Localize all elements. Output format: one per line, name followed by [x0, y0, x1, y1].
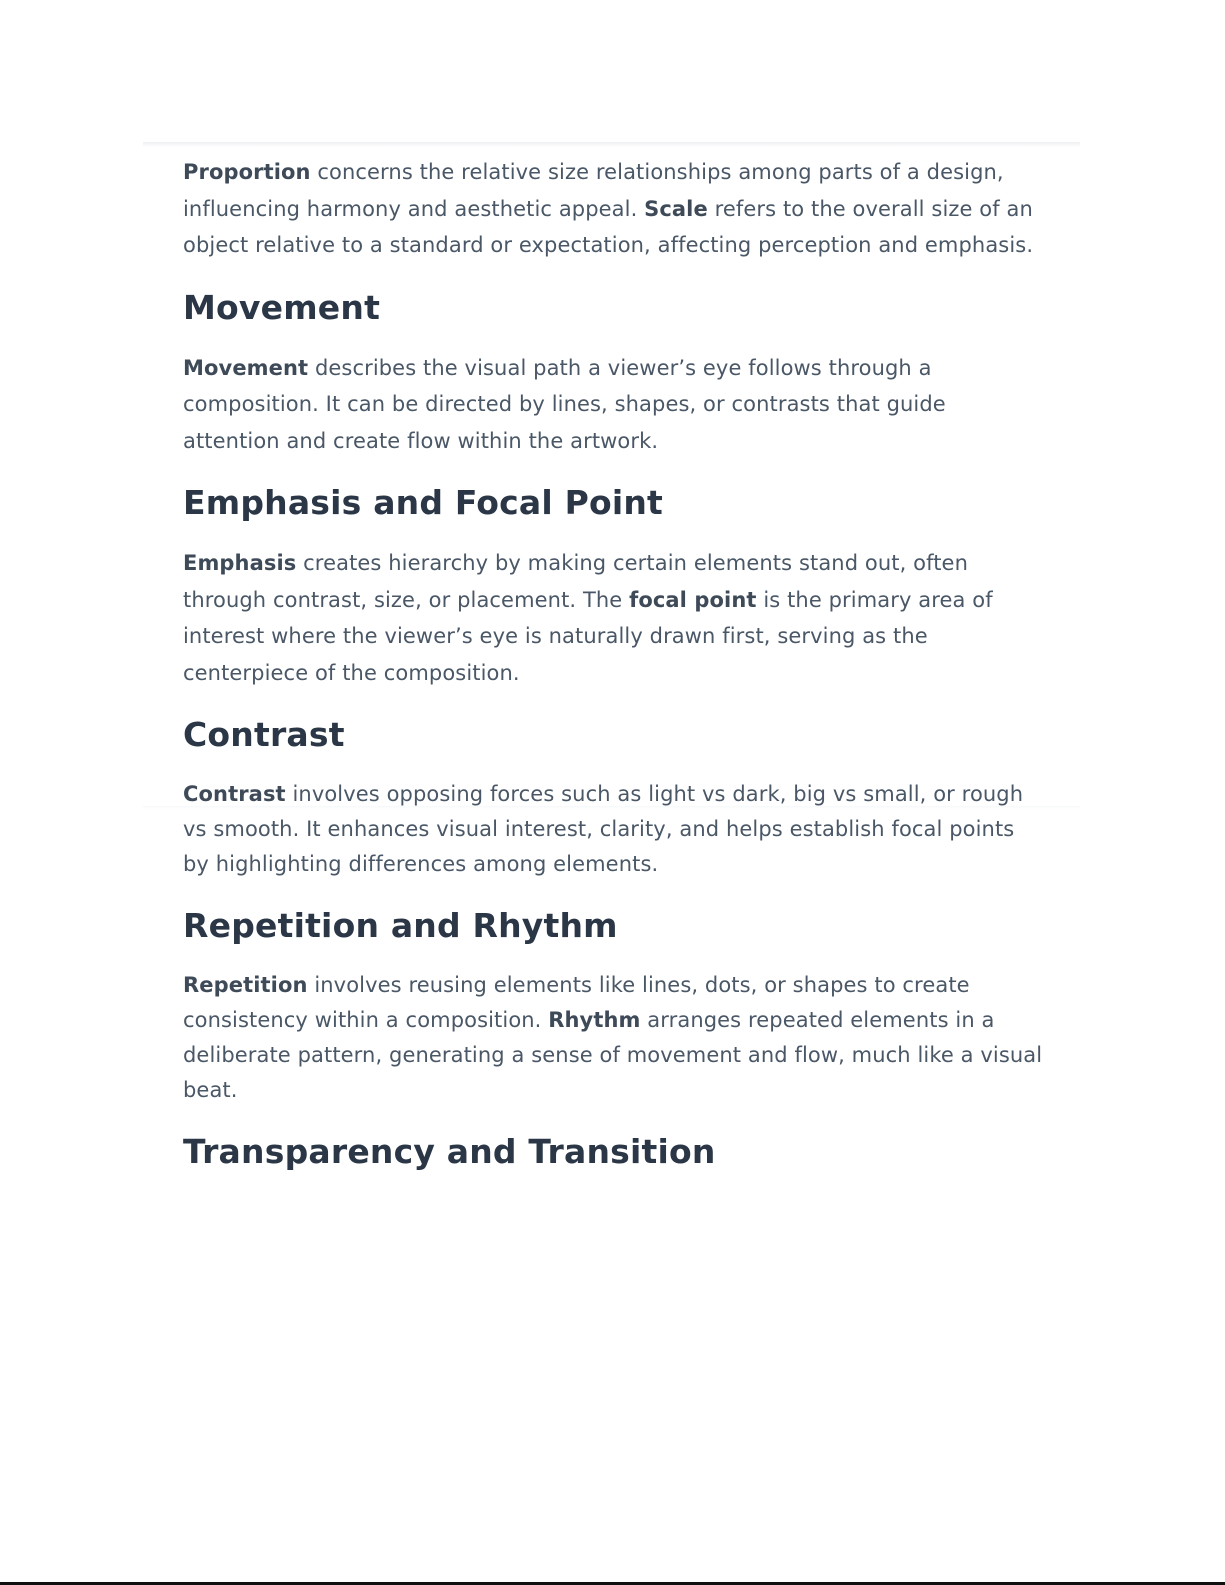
contrast-paragraph [183, 777, 1043, 882]
repetition-text-1: involves reusing elements like lines, dots, or shapes to create consistency within a composition. [183, 973, 970, 1032]
proportion-term: Proportion [183, 160, 311, 184]
focal-point-term: focal point [629, 587, 757, 612]
contrast-text: involves opposing forces such as light vs dark, big vs small, or rough vs smooth. It enhances visual interest, clarity, and helps establish focal points by highlighting differences among elements. [183, 782, 1024, 876]
proportion-paragraph [183, 154, 1043, 264]
movement-heading: Movement [183, 287, 381, 327]
contrast-heading: Contrast [183, 715, 345, 754]
top-divider [143, 142, 1080, 147]
proportion-text-1: concerns the relative size relationships among parts of a design, influencing harmony and aesthetic appeal. [183, 160, 1004, 221]
movement-text: describes the visual path a viewer’s eye follows through a composition. It can be directed by lines, shapes, or contrasts that guide attention and create flow within the artwork. [183, 355, 946, 453]
repetition-heading: Repetition and Rhythm [183, 906, 618, 945]
repetition-term: Repetition [183, 973, 308, 997]
proportion-text-2: refers to the overall size of an object relative to a standard or expectation, affecting perception and emphasis. [183, 196, 1034, 257]
repetition-text-2: arranges repeated elements in a deliberate pattern, generating a sense of movement and flow, much like a visual beat. [183, 1008, 1043, 1102]
document-body [183, 154, 1043, 1172]
movement-paragraph [183, 350, 1043, 460]
emphasis-text-1: creates hierarchy by making certain elements stand out, often through contrast, size, or placement. The [183, 551, 968, 612]
emphasis-paragraph [183, 545, 1043, 691]
contrast-term: Contrast [183, 782, 286, 806]
repetition-paragraph [183, 968, 1043, 1108]
rhythm-term: Rhythm [548, 1008, 641, 1032]
emphasis-term: Emphasis [183, 551, 297, 575]
emphasis-text-2: is the primary area of interest where the viewer’s eye is naturally drawn first, serving as the centerpiece of the composition. [183, 587, 993, 685]
scale-term: Scale [644, 196, 708, 221]
movement-term: Movement [183, 355, 309, 380]
emphasis-heading: Emphasis and Focal Point [183, 483, 664, 522]
transparency-heading: Transparency and Transition [183, 1132, 716, 1171]
